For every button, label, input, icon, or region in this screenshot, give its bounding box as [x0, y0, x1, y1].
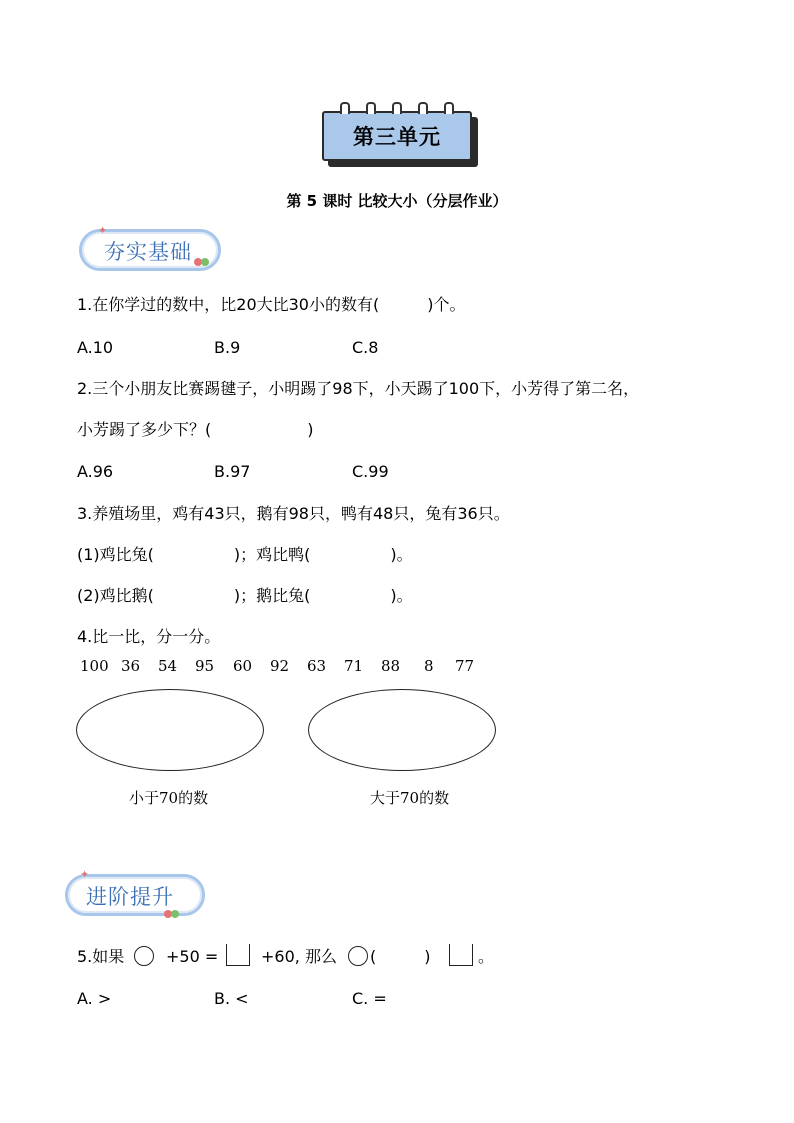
- section-title-basic: 夯实基础: [104, 240, 192, 264]
- q5-plus50: +50 =: [166, 947, 219, 966]
- q1-option-a: A.10: [77, 338, 114, 357]
- q2-option-b: B.97: [214, 462, 251, 481]
- q1-option-c: C.8: [352, 338, 379, 357]
- square-blank-icon: [226, 944, 250, 966]
- q4-number: 60: [233, 657, 253, 675]
- q4-stem: 4.比一比，分一分。: [77, 627, 221, 646]
- q5-option-c: C. =: [352, 989, 387, 1008]
- q3-stem: 3.养殖场里，鸡有43只，鹅有98只，鸭有48只，兔有36只。: [77, 504, 510, 523]
- q5-answer-paren[interactable]: ( ): [370, 947, 431, 966]
- q4-number: 54: [158, 657, 178, 675]
- binder-ring-icon: [392, 102, 402, 114]
- decor-dot-icon: [171, 910, 179, 918]
- q5-plus60: +60, 那么: [261, 947, 337, 966]
- binder-ring-icon: [366, 102, 376, 114]
- greater-than-70-label: 大于70的数: [370, 789, 450, 807]
- unit-title-box: [322, 111, 480, 169]
- q4-number: 71: [344, 657, 364, 675]
- q2-stem-line2: 小芳踢了多少下？( ): [77, 420, 314, 439]
- circle-blank-icon: [348, 946, 368, 966]
- q2-option-a: A.96: [77, 462, 114, 481]
- q2-option-c: C.99: [352, 462, 389, 481]
- binder-ring-icon: [340, 102, 350, 114]
- q1-stem: 1.在你学过的数中，比20大比30小的数有( )个。: [77, 295, 466, 314]
- q5-prefix: 5.如果: [77, 947, 125, 966]
- q4-number: 100: [80, 657, 109, 675]
- q5-option-b: B. <: [214, 989, 249, 1008]
- q4-number: 88: [381, 657, 401, 675]
- q4-number: 95: [195, 657, 215, 675]
- q4-number-row: [0, 657, 794, 677]
- unit-title: 第三单元: [322, 111, 472, 161]
- square-blank-icon: [449, 944, 473, 966]
- decor-dot-icon: [201, 258, 209, 266]
- circle-blank-icon: [134, 946, 154, 966]
- lesson-title: 第 5 课时 比较大小（分层作业）: [286, 192, 508, 210]
- q4-number: 36: [121, 657, 141, 675]
- q1-option-b: B.9: [214, 338, 241, 357]
- binder-ring-icon: [444, 102, 454, 114]
- q4-number: 8: [424, 657, 434, 675]
- section-title-advanced: 进阶提升: [86, 885, 174, 909]
- q5-end: 。: [478, 947, 495, 966]
- q5-option-a: A. >: [77, 989, 112, 1008]
- q3-sub1: (1)鸡比兔( )；鸡比鸭( )。: [77, 545, 413, 564]
- q3-sub2: (2)鸡比鹅( )；鹅比兔( )。: [77, 586, 413, 605]
- q4-number: 77: [455, 657, 475, 675]
- q2-stem-line1: 2.三个小朋友比赛踢毽子，小明踢了98下，小天踢了100下，小芳得了第二名，: [77, 379, 640, 398]
- greater-than-70-ellipse[interactable]: [308, 689, 496, 771]
- binder-ring-icon: [418, 102, 428, 114]
- q4-number: 63: [307, 657, 327, 675]
- star-icon: ✦: [98, 224, 108, 237]
- less-than-70-ellipse[interactable]: [76, 689, 264, 771]
- star-icon: ✦: [80, 868, 90, 881]
- less-than-70-label: 小于70的数: [129, 789, 209, 807]
- q4-number: 92: [270, 657, 290, 675]
